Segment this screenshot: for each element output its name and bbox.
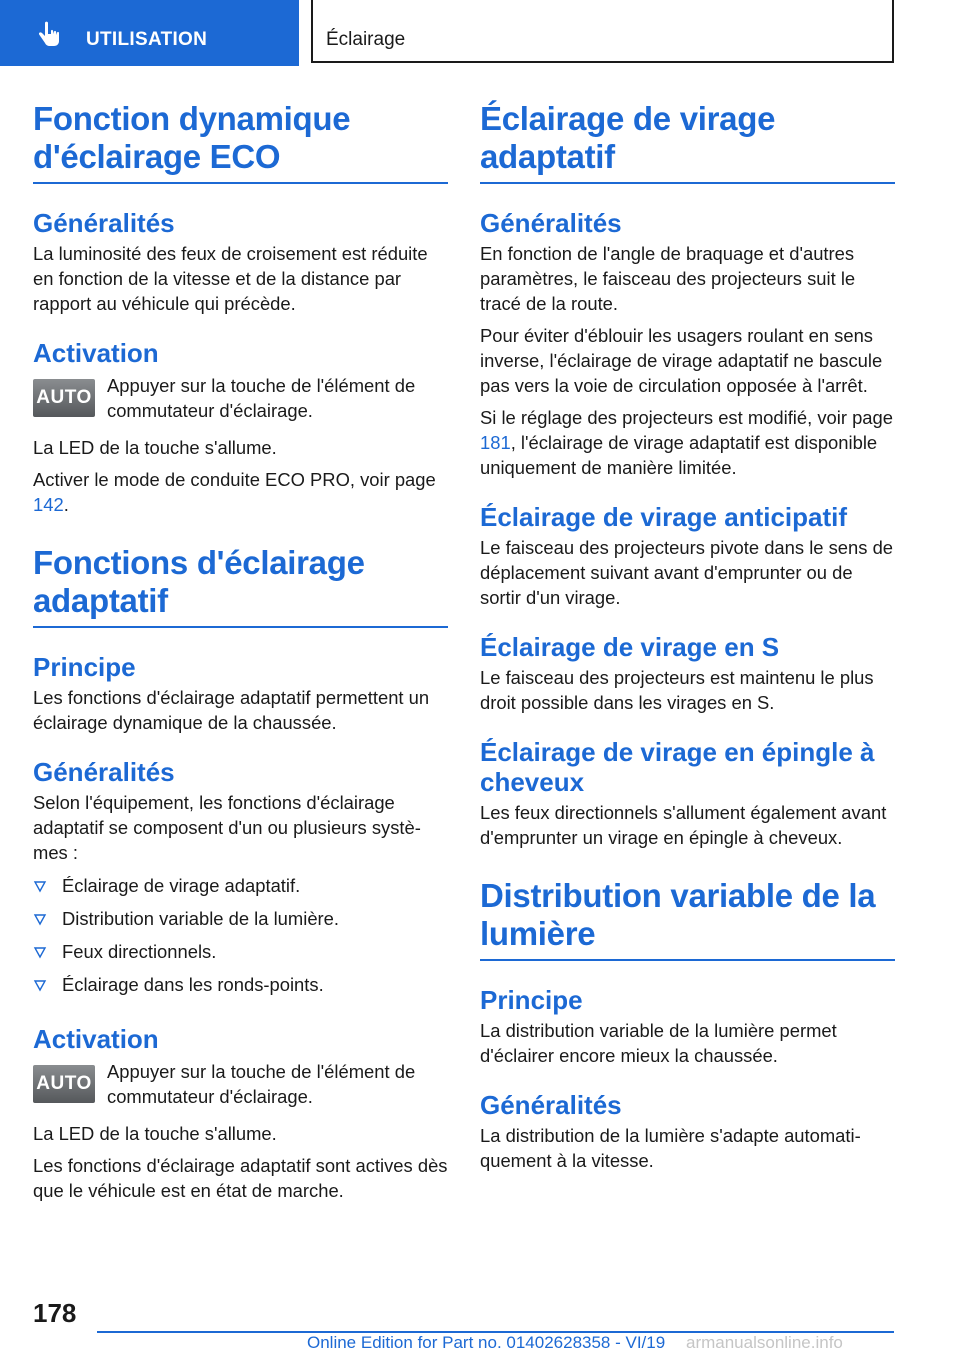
eco-general-heading: Généralités	[33, 208, 175, 238]
cornering-general-heading: Généralités	[480, 208, 622, 238]
distribution-general-heading: Généralités	[480, 1090, 622, 1120]
adaptive-activation-text: Appuyer sur la touche de l'élément de commutateur d'éclairage.	[107, 1061, 416, 1107]
adaptive-general-heading: Généralités	[33, 757, 175, 787]
page-header	[0, 0, 960, 66]
light-distribution-title: Distribution variable de la lumière	[480, 877, 895, 961]
hairpin-text: Les feux directionnels s'allument également avant d'emprunter un virage en épingle à cheveux.	[480, 802, 887, 848]
adaptive-led-text: La LED de la touche s'allume.	[33, 1123, 277, 1144]
distribution-general-text: La distribution de la lumière s'adapte automatiquement à la vitesse.	[480, 1125, 861, 1171]
anticipatory-heading: Éclairage de virage anticipatif	[480, 502, 848, 532]
cornering-text-1: En fonction de l'angle de braquage et d'autres paramètres, le faisceau des projecteurs suit le tracé de la route.	[480, 243, 856, 314]
page-number: 178	[33, 1298, 77, 1328]
eco-mode-text: Activer le mode de conduite ECO PRO, voir page 142.	[33, 469, 436, 515]
adaptive-principle-text: Les fonctions d'éclairage adaptatif permettent un éclairage dynamique de la chaussée.	[33, 687, 430, 733]
cornering-text-3: Si le réglage des projecteurs est modifié, voir page 181, l'éclairage de virage adaptatif est disponible uniquement de manière limitée.	[480, 407, 893, 478]
distribution-principle-heading: Principe	[480, 985, 583, 1015]
list-item: Éclairage de virage adaptatif.	[33, 873, 448, 898]
hand-pointer-icon	[34, 20, 64, 50]
triangle-bullet-icon	[33, 879, 47, 893]
triangle-bullet-icon	[33, 912, 47, 926]
list-item: Éclairage dans les ronds-points.	[33, 972, 448, 997]
eco-title: Fonction dynamique d'éclairage ECO	[33, 100, 448, 184]
auto-button-icon: AUTO	[33, 379, 95, 417]
list-item: Feux directionnels.	[33, 939, 448, 964]
cornering-title: Éclairage de virage adaptatif	[480, 100, 895, 184]
s-curve-heading: Éclairage de virage en S	[480, 632, 780, 662]
section-tab-label: Éclairage	[326, 29, 406, 50]
adaptive-activation-heading: Activation	[33, 1024, 159, 1054]
watermark-text: armanualsonline.info	[686, 1333, 843, 1352]
left-column	[33, 100, 448, 1203]
eco-activation-text: Appuyer sur la touche de l'élément de commutateur d'éclairage.	[107, 375, 416, 421]
distribution-principle-text: La distribution variable de la lumière permet d'éclairer encore mieux la chaussée.	[480, 1020, 837, 1066]
cornering-text-2: Pour éviter d'éblouir les usagers roulant en sens inverse, l'éclairage de virage adaptatif ne bascule pas vers la voie de circulation opposée à l'arrêt.	[480, 325, 883, 396]
right-column	[480, 100, 895, 1173]
list-item: Distribution variable de la lumière.	[33, 906, 448, 931]
hairpin-heading: Éclairage de virage en épingle à cheveux	[480, 737, 875, 797]
triangle-bullet-icon	[33, 978, 47, 992]
eco-general-text: La luminosité des feux de croisement est réduite en fonction de la vitesse et de la distance par rapport au véhicule qui précède.	[33, 243, 428, 314]
adaptive-general-text: Selon l'équipement, les fonctions d'éclairage adaptatif se composent d'un ou plusieurs systèmes :	[33, 792, 421, 863]
adaptive-activation-row	[33, 1059, 448, 1109]
adaptive-title: Fonctions d'éclairage adaptatif	[33, 544, 448, 628]
usage-tab-label: UTILISATION	[86, 29, 208, 50]
eco-activation-heading: Activation	[33, 338, 159, 368]
adaptive-active-text: Les fonctions d'éclairage adaptatif sont actives dès que le véhicule est en état de marche.	[33, 1155, 448, 1201]
adaptive-functions-list	[33, 873, 448, 997]
page-link-142[interactable]: 142	[33, 494, 64, 515]
edition-text: Online Edition for Part no. 01402628358 - VI/19	[307, 1333, 666, 1352]
adaptive-principle-heading: Principe	[33, 652, 136, 682]
triangle-bullet-icon	[33, 945, 47, 959]
page-link-181[interactable]: 181	[480, 432, 511, 453]
eco-activation-row	[33, 373, 448, 423]
section-tab[interactable]	[311, 0, 894, 63]
auto-button-icon: AUTO	[33, 1065, 95, 1103]
usage-tab[interactable]	[0, 0, 299, 66]
anticipatory-text: Le faisceau des projecteurs pivote dans le sens de déplacement suivant avant d'emprunter ou de sortir d'un virage.	[480, 537, 894, 608]
s-curve-text: Le faisceau des projecteurs est maintenu le plus droit possible dans les virages en S.	[480, 667, 874, 713]
eco-led-text: La LED de la touche s'allume.	[33, 437, 277, 458]
